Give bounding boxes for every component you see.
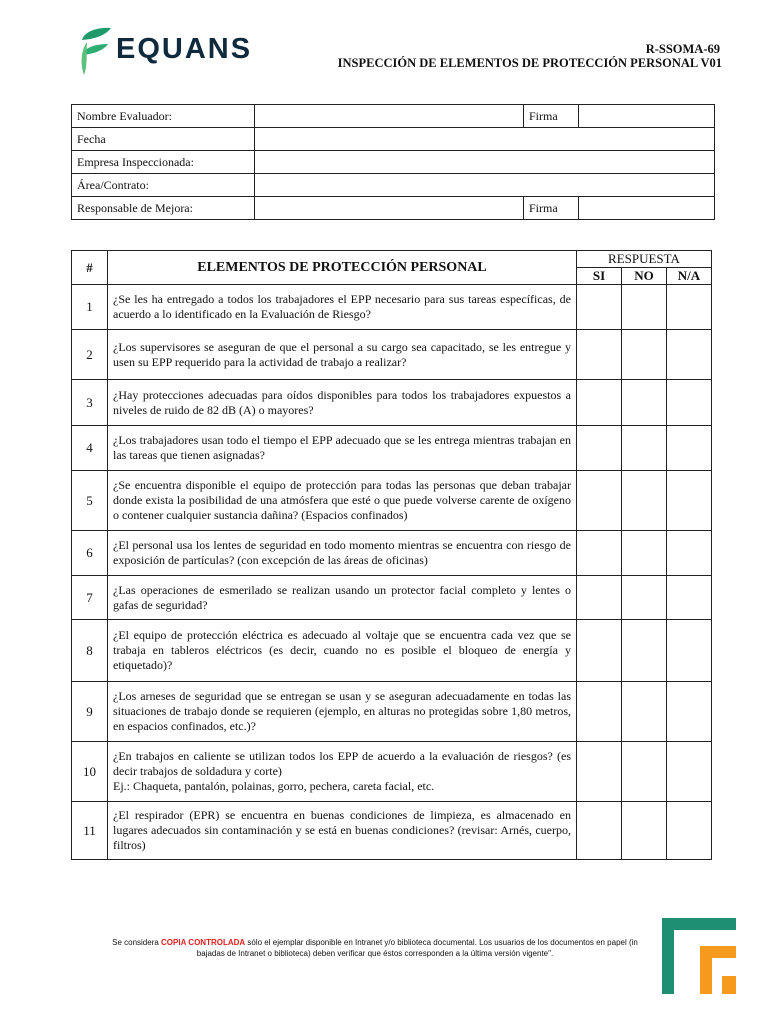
equans-logo [78,26,258,78]
item-number: 1 [72,285,108,330]
signature2-label: Firma [524,197,579,220]
no-column-header: NO [622,268,667,285]
controlled-copy-highlight: COPIA CONTROLADA [161,938,246,947]
na-answer-cell[interactable] [667,620,712,682]
si-answer-cell[interactable] [577,531,622,576]
item-question: ¿Los arneses de seguridad que se entregan se usan y se aseguran adecuadamente en todas las situaciones de trabajo donde se requieren (ejemplo, en alturas no protegidas sobre 1,80 metros, en espacios confinados, etc.)? [108,682,577,742]
no-answer-cell[interactable] [622,682,667,742]
na-column-header: N/A [667,268,712,285]
na-answer-cell[interactable] [667,285,712,330]
evaluator-label: Nombre Evaluador: [72,105,255,128]
signature-field[interactable] [579,105,715,128]
item-number: 8 [72,620,108,682]
checklist-row [72,576,712,620]
item-question: ¿El personal usa los lentes de seguridad en todo momento mientras se encuentra con riesgo de exposición de partículas? (con excepción de las áreas de oficinas) [108,531,577,576]
no-answer-cell[interactable] [622,802,667,860]
corner-brand-mark-icon [660,916,740,996]
si-answer-cell[interactable] [577,620,622,682]
item-number: 6 [72,531,108,576]
item-number: 2 [72,330,108,380]
na-answer-cell[interactable] [667,576,712,620]
na-answer-cell[interactable] [667,426,712,471]
item-question: ¿Hay protecciones adecuadas para oídos disponibles para todos los trabajadores expuestos a niveles de ruido de 82 dB (A) o mayores? [108,380,577,426]
signature-label: Firma [524,105,579,128]
item-number: 10 [72,742,108,802]
notice-line-1 [80,937,670,948]
na-answer-cell[interactable] [667,742,712,802]
checklist-row [72,380,712,426]
no-answer-cell[interactable] [622,531,667,576]
si-answer-cell[interactable] [577,576,622,620]
checklist-row [72,620,712,682]
date-label: Fecha [72,128,255,151]
date-row [72,128,715,151]
checklist-header-row [72,251,712,268]
company-row [72,151,715,174]
date-field[interactable] [255,128,715,151]
no-answer-cell[interactable] [622,380,667,426]
no-answer-cell[interactable] [622,742,667,802]
responsible-label: Responsable de Mejora: [72,197,255,220]
company-field[interactable] [255,151,715,174]
number-column-header: # [72,251,108,285]
item-question: ¿Se encuentra disponible el equipo de protección para todas las personas que deban trabajar donde exista la posibilidad de una atmósfera que esté o que puede volverse carente de oxígeno o contener cualquier sustancia dañina? (Espacios confinados) [108,471,577,531]
evaluation-info-table [71,104,715,220]
signature2-field[interactable] [579,197,715,220]
si-answer-cell[interactable] [577,330,622,380]
si-answer-cell[interactable] [577,380,622,426]
na-answer-cell[interactable] [667,330,712,380]
checklist-row [72,802,712,860]
document-code: R-SSOMA-69 [645,42,720,56]
item-question [108,742,577,802]
evaluator-row [72,105,715,128]
logo-wordmark: EQUANS [116,33,253,65]
si-answer-cell[interactable] [577,682,622,742]
no-answer-cell[interactable] [622,576,667,620]
checklist-row [72,285,712,330]
area-field[interactable] [255,174,715,197]
responsible-row [72,197,715,220]
si-answer-cell[interactable] [577,426,622,471]
checklist-row [72,471,712,531]
si-answer-cell[interactable] [577,802,622,860]
checklist-row [72,682,712,742]
na-answer-cell[interactable] [667,471,712,531]
item-question: ¿Se les ha entregado a todos los trabajadores el EPP necesario para sus tareas específicas, de acuerdo a lo identificado en la Evaluación de Riesgo? [108,285,577,330]
ppe-checklist-table [71,250,712,860]
item-question: ¿El respirador (EPR) se encuentra en buenas condiciones de limpieza, es almacenado en lugares adecuados sin contaminación y se está en buenas condiciones? (revisar: Arnés, cuerpo, filtros) [108,802,577,860]
checklist-row [72,531,712,576]
item-number: 7 [72,576,108,620]
company-label: Empresa Inspeccionada: [72,151,255,174]
checklist-row [72,742,712,802]
leaf-icon [78,26,114,76]
no-answer-cell[interactable] [622,285,667,330]
na-answer-cell[interactable] [667,531,712,576]
response-column-header: RESPUESTA [577,251,712,268]
document-title: INSPECCIÓN DE ELEMENTOS DE PROTECCIÓN PERSONAL V01 [337,56,722,70]
no-answer-cell[interactable] [622,471,667,531]
elements-column-header: ELEMENTOS DE PROTECCIÓN PERSONAL [108,251,577,285]
item-number: 11 [72,802,108,860]
no-answer-cell[interactable] [622,620,667,682]
item-question: ¿Los supervisores se aseguran de que el personal a su cargo sea capacitado, se les entregue y usen su EPP requerido para la actividad de trabajo a realizar? [108,330,577,380]
item-question-example: Ej.: Chaqueta, pantalón, polainas, gorro, pechera, careta facial, etc. [113,779,435,793]
checklist-row [72,330,712,380]
notice-prefix: Se considera [112,938,162,947]
si-answer-cell[interactable] [577,471,622,531]
item-number: 9 [72,682,108,742]
item-number: 5 [72,471,108,531]
si-answer-cell[interactable] [577,742,622,802]
notice-line-1-rest: sólo el ejemplar disponible en Intranet y/o biblioteca documental. Los usuarios de los documentos en papel (in [245,938,638,947]
no-answer-cell[interactable] [622,426,667,471]
si-answer-cell[interactable] [577,285,622,330]
item-number: 3 [72,380,108,426]
responsible-field[interactable] [255,197,524,220]
na-answer-cell[interactable] [667,380,712,426]
na-answer-cell[interactable] [667,802,712,860]
si-column-header: SI [577,268,622,285]
item-question: ¿Los trabajadores usan todo el tiempo el EPP adecuado que se les entrega mientras trabajan en las tareas que tienen asignadas? [108,426,577,471]
checklist-row [72,426,712,471]
area-row [72,174,715,197]
item-number: 4 [72,426,108,471]
item-question: ¿El equipo de protección eléctrica es adecuado al voltaje que se encuentra cada vez que se trabaja en tableros eléctricos (es decir, cuando no es posible el bloqueo de energía y etiquetado)? [108,620,577,682]
na-answer-cell[interactable] [667,682,712,742]
item-question-main: ¿En trabajos en caliente se utilizan todos los EPP de acuerdo a la evaluación de riesgos? (es decir trabajos de soldadura y corte) [113,749,571,778]
notice-line-2: bajadas de Intranet o biblioteca) deben verificar que éstos corresponden a la última versión vigente". [196,949,554,958]
evaluator-field[interactable] [255,105,524,128]
no-answer-cell[interactable] [622,330,667,380]
item-question: ¿Las operaciones de esmerilado se realizan usando un protector facial completo y lentes o gafas de seguridad? [108,576,577,620]
area-label: Área/Contrato: [72,174,255,197]
controlled-copy-notice [80,937,670,959]
